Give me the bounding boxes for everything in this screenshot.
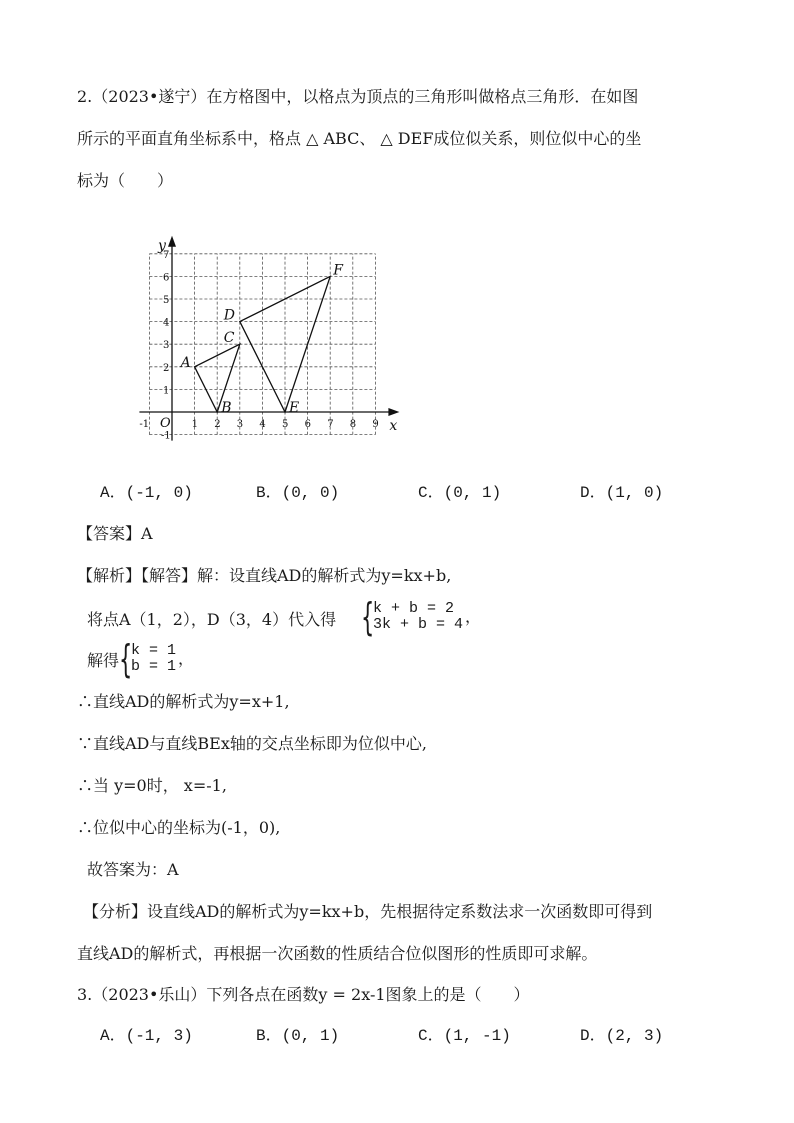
q3-option-a[interactable]: A．(-1, 3) [100,1027,193,1045]
brace-icon: { [119,637,133,681]
system1-end: ， [465,607,482,626]
x-tick-label: 2 [214,419,221,430]
x-tick-label: 5 [282,419,289,430]
q3-stem: 3.（2023•乐山）下列各点在函数y = 2x-1图象上的是（ ） [77,985,530,1004]
x-axis-arrow-icon [388,408,399,416]
y-tick-label: -1 [161,430,171,442]
q2-stem-line1: 2.（2023•遂宁）在方格图中，以格点为顶点的三角形叫做格点三角形．在如图 [77,87,639,106]
system2-row1: k = 1 [131,642,177,659]
x-tick-label: 6 [304,419,311,430]
analysis-line1: 【解析】【解答】解：设直线AD的解析式为y=kx+b, [77,566,452,585]
system1-row1: k + b = 2 [373,600,455,617]
q2-option-c[interactable]: C．(0, 1) [418,484,502,502]
y-tick-label: 5 [163,295,170,306]
fenxi-line2: 直线AD的解析式，再根据一次函数的性质结合位似图形的性质即可求解。 [77,944,598,963]
q2-stem-line3: 标为（ ） [77,171,174,190]
analysis-line2: 将点A（1，2），D（3，4）代入得 [87,610,337,629]
point-label-a: A [180,354,191,371]
q2-stem-line2: 所示的平面直角坐标系中，格点 △ ABC、 △ DEF成位似关系，则位似中心的坐 [77,129,642,148]
equation-system-2 [119,637,195,681]
y-tick-label: 4 [163,317,170,329]
origin-label: O [160,416,171,431]
coordinate-figure [105,222,398,452]
y-axis-arrow-icon [168,236,176,247]
q3-option-c[interactable]: C．(1, -1) [418,1027,511,1045]
system1-row2: 3k + b = 4 [373,616,464,633]
x-tick-label: 9 [372,419,379,430]
x-tick-label: 8 [349,419,357,430]
equation-system-1 [361,595,482,639]
q2-option-a[interactable]: A．(-1, 0) [100,484,193,502]
q2-option-b[interactable]: B．(0, 0) [256,484,340,502]
y-tick-label: 3 [163,340,170,352]
q3-option-d[interactable]: D．(2, 3) [580,1027,664,1045]
system2-end: ， [178,649,195,668]
y-tick-label: 6 [163,272,170,284]
y-tick-label: 2 [163,362,170,374]
y-tick-label: 1 [163,385,170,397]
analysis-line6: ∴当 y=0时， x=-1, [77,776,227,795]
fenxi-line1: 【分析】设直线AD的解析式为y=kx+b，先根据待定系数法求一次函数即可得到 [83,902,653,921]
point-label-e: E [289,400,300,416]
x-tick-label: 3 [236,419,244,430]
x-tick-label: 4 [259,419,266,430]
y-axis-label: y [158,237,166,254]
point-label-c: C [223,330,235,347]
q2-option-d[interactable]: D．(1, 0) [580,484,664,502]
q3-option-b[interactable]: B．(0, 1) [256,1027,340,1045]
x-tick-label: 7 [327,419,334,430]
x-tick-label: 1 [191,419,198,430]
x-tick-label: -1 [139,419,150,430]
analysis-line7: ∴位似中心的坐标为(-1，0), [77,818,281,837]
point-label-f: F [333,262,343,279]
x-axis-label: x [389,418,398,434]
analysis-line3: 解得 [87,651,120,670]
system2-row2: b = 1 [131,658,177,675]
point-label-d: D [223,307,236,324]
analysis-line4: ∴直线AD的解析式为y=x+1, [77,692,290,711]
brace-icon: { [361,595,375,639]
y-tick-label: 7 [163,249,170,261]
analysis-line8: 故答案为：A [87,860,179,879]
point-label-b: B [221,400,232,416]
answer-line: 【答案】A [77,524,153,543]
analysis-line5: ∵直线AD与直线BEx轴的交点坐标即为位似中心, [77,734,427,753]
